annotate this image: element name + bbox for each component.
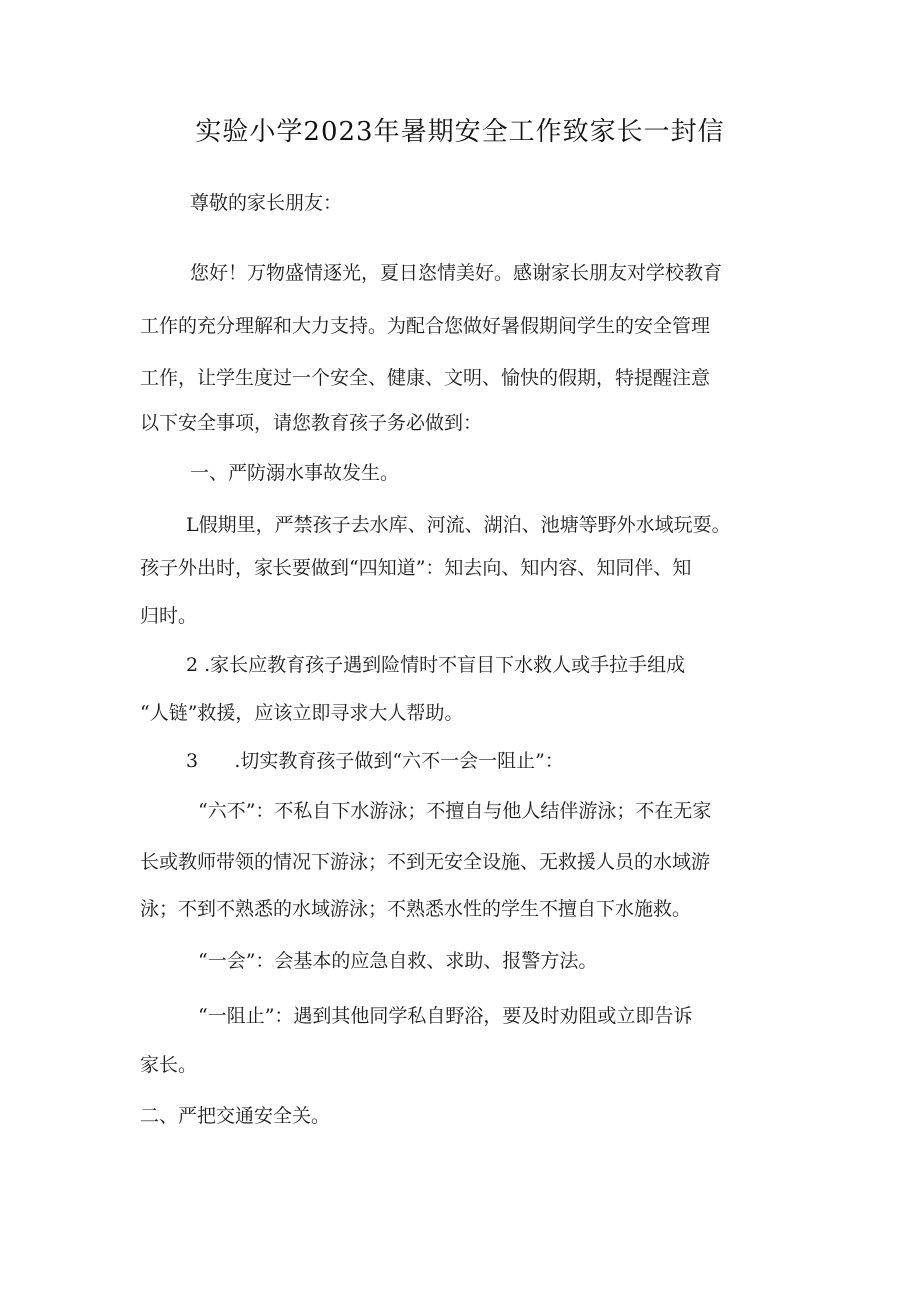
paragraph-line: 泳；不到不熟悉的水域游泳；不熟悉水性的学生不擅自下水施救。 — [140, 898, 692, 920]
letter-title: 实验小学2023年暑期安全工作致家长一封信 — [195, 117, 725, 147]
paragraph-line: “一会”：会基本的应急自救、求助、报警方法。 — [198, 950, 598, 972]
paragraph-line: 长或教师带领的情况下游泳；不到无安全设施、无救援人员的水域游 — [140, 851, 711, 873]
salutation: 尊敬的家长朋友： — [190, 192, 343, 214]
section-heading: 二、严把交通安全关。 — [140, 1105, 331, 1127]
paragraph-line: 工作，让学生度过一个安全、健康、文明、愉快的假期，特提醒注意 — [140, 367, 711, 389]
paragraph-line: 家长。 — [140, 1054, 198, 1076]
paragraph-line: “人链”救援，应该立即寻求大人帮助。 — [140, 702, 464, 724]
paragraph-line: 2 .家长应教育孩子遇到险情时不盲目下水救人或手拉手组成 — [186, 654, 686, 676]
paragraph-line: 3 .切实教育孩子做到“六不一会一阻止”： — [186, 750, 564, 772]
paragraph-line: 孩子外出时，家长要做到“四知道”：知去向、知内容、知同伴、知 — [140, 557, 692, 579]
paragraph-line: 工作的充分理解和大力支持。为配合您做好暑假期间学生的安全管理 — [140, 315, 711, 337]
paragraph-line: “六不”：不私自下水游泳；不擅自与他人结伴游泳；不在无家 — [198, 800, 712, 822]
paragraph-line: L假期里，严禁孩子去水库、河流、湖泊、池塘等野外水域玩耍。 — [186, 514, 731, 536]
paragraph-line: 以下安全事项，请您教育孩子务必做到： — [140, 412, 483, 434]
paragraph-line: 您好！万物盛情逐光，夏日恣情美好。感谢家长朋友对学校教育 — [190, 262, 723, 284]
section-heading: 一、严防溺水事故发生。 — [190, 462, 400, 484]
paragraph-line: “一阻止”：遇到其他同学私自野浴，要及时劝阻或立即告诉 — [198, 1005, 693, 1027]
paragraph-line: 归时。 — [140, 605, 198, 627]
